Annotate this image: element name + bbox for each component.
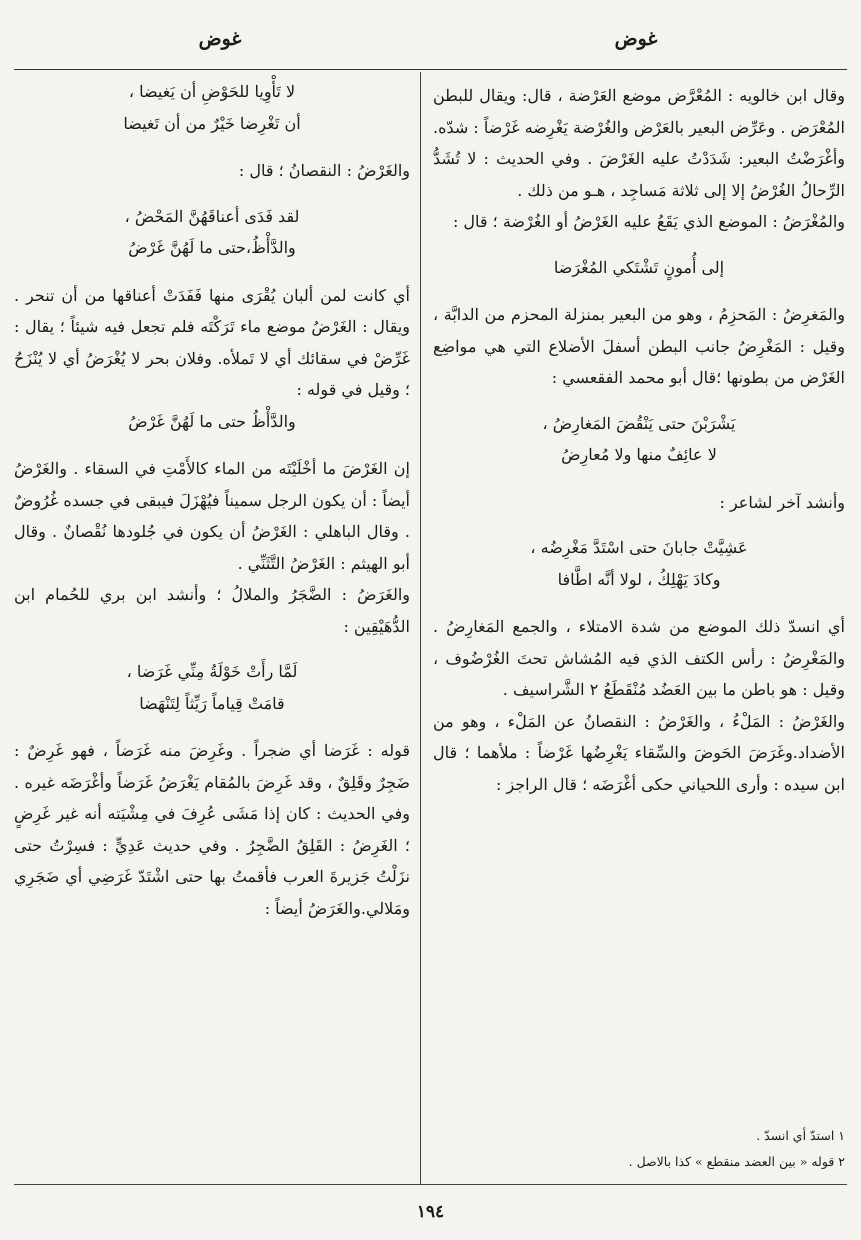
header-entry-word-left: غوض xyxy=(198,28,242,50)
paragraph: والمُغْرَضُ : الموضع الذي يَقَعُ عليه الغَرْضُ أو الغُرْضة ؛ قال : xyxy=(452,212,845,231)
left-column xyxy=(14,76,410,924)
footnote: ١ استدّ أي انسدّ . xyxy=(756,1128,845,1143)
page-number: ١٩٤ xyxy=(416,1202,445,1222)
paragraph: أي انسدّ ذلك الموضع من شدة الامتلاء ، والجمع المَغارِضُ . والمَغْرِضُ : رأس الكتف الذي فيه المُشاش تحتَ الغُرْضُوف ، وقيل : هو باطن ما بين العَضُد مُنْقَطَعُ ٢ الشَّراسيف . xyxy=(433,617,845,699)
paragraph: والغَرَضُ : الضَّجَرُ والملالُ ؛ وأنشد ابن بري للحُمام ابن الدُّهَيْقِين : xyxy=(14,585,410,636)
footnote: ٢ قوله « بين العضد منقطع » كذا بالاصل . xyxy=(628,1154,845,1169)
verse-line: إلى أُمونٍ تَشْتَكي المُغْرَضا xyxy=(553,257,725,277)
verse-line: يَشْرَبْنَ حتى يَنْقُضَ المَغارِضُ ، xyxy=(542,413,736,433)
bottom-rule xyxy=(14,1184,847,1185)
paragraph: أي كانت لمن ألبان يُقْرَى منها فَفَدَتْ أعناقها من أن تنحر . ويقال : الغَرْضُ موضع ماء تَرَكْتَه فلم تجعل فيه شيئاً ؛ يقال : غَرِّضْ في سقائك أي لا تَملأه. وفلان بحر لا يُغْرَضُ أي لا يُنْزَحُ ؛ وقيل في قوله : xyxy=(14,285,410,399)
verse-line: لا عائِفٌ منها ولا مُعارِضُ xyxy=(561,445,717,464)
header-entry-word-right: غوض xyxy=(614,28,658,50)
column-divider xyxy=(420,72,421,1184)
paragraph: قوله : غَرَضا أي ضجراً . وغَرِضَ منه غَرَضاً ، فهو غَرِضٌ : ضَجِرٌ وقَلِقٌ ، وقد غَرِضَ بالمُقام يَغْرَضُ غَرَضاً وأغْرَضَه غيره . وفي الحديث : كان إذا مَشَى عُرِفَ في مِشْيَته أنه غير غَرِضٍ ؛ الغَرِضُ : القَلِقُ الضَّجِرُ . وفي حديث عَدِيٍّ : فسِرْتُ حتى نزَلْتُ جَزيرةَ العرب فأقمتُ بها حتى اشْتَدّ غَرَضِي أي ضَجَرِي ومَلالي.والغَرَضُ أيضاً : xyxy=(14,741,410,918)
verse-line: قامَتْ قِياماً رَيِّثاً لِتَنْهَضا xyxy=(139,693,285,713)
top-rule xyxy=(14,69,847,70)
paragraph: وأنشد آخر لشاعر : xyxy=(719,492,845,512)
verse-line: عَشِيَّتْ جابانَ حتى اسْتَدَّ مَغْرِضُه ، xyxy=(530,538,748,557)
verse-line: أن تَغْرِضا خَيْرٌ من أن تَغيضا xyxy=(123,113,301,133)
paragraph: وقال ابن خالويه : المُعْرَّض موضع العَرْضة ، قال: ويقال للبطن المُعْرَض . وعَرِّض البعير بالعَرْض والغُرْضة يَغْرِضه غَرْضاً : شدّه. وأغْرَضْتُ البعير: شَدَدْتُ عليه الغَرْضَ . وفي الحديث : لا تُشَدُّ الرِّحالُ الغُرْضُ إلا إلى ثلاثة مَساجِد ، هـو من ذلك . xyxy=(433,86,845,200)
paragraph: والغَرْضُ : المَلْءُ ، والغَرْضُ : النقصانُ عن المَلْء ، وهو من الأضداد.وغَرَضَ الحَوضَ والسِّقاء يَغْرِضُها غَرْضاً : ملأهما ؛ قال ابن سيده : وأرى اللحياني حكى أغْرَضَه ؛ قال الراجز : xyxy=(433,711,845,794)
right-column xyxy=(433,80,845,800)
verse-line: لا تَأْوِيا للحَوْضِ أن يَغيضا ، xyxy=(128,82,296,101)
paragraph: إن الغَرْضَ ما أخْلَيْتَه من الماء كالأَمْتِ في السقاء . والغَرْضُ أيضاً : أن يكون الرجل سميناً فيُهْزَلَ فيبقى في جسده غُرُوضٌ . وقال الباهلي : الغَرْضُ أن يكون في جُلودها نُقْصانٌ . وقال أبو الهيثم : الغَرْضُ التَّثَنِّي . xyxy=(14,459,410,573)
verse-line: والدَّأْظُ حتى ما لَهُنَّ غَرْضُ xyxy=(128,411,296,431)
verse-line: لقد فَدَى أعناقَهُنَّ المَحْضُ ، xyxy=(124,206,300,226)
verse-line: والدَّأْظُ،حتى ما لَهُنَّ غَرْضُ xyxy=(128,238,296,257)
verse-line: لَمَّا رأَتْ خَوْلَةُ مِنِّي غَرَضا ، xyxy=(126,662,298,681)
paragraph: والمَغرِضُ : المَحزِمُ ، وهو من البعير بمنزلة المحزم من الدابَّة ، وقيل : المَغْرِضُ جانب البطن أسفلَ الأضلاع التي هي مواضِع الغَرْض من بطونها ؛قال أبو محمد الفقعسي : xyxy=(433,305,845,387)
verse-line: وكادَ يَهْلِكُ ، لولا أنَّه اطَّافا xyxy=(557,569,721,589)
paragraph: والغَرْضُ : النقصانُ ؛ قال : xyxy=(238,161,410,180)
footnotes xyxy=(433,1123,845,1175)
